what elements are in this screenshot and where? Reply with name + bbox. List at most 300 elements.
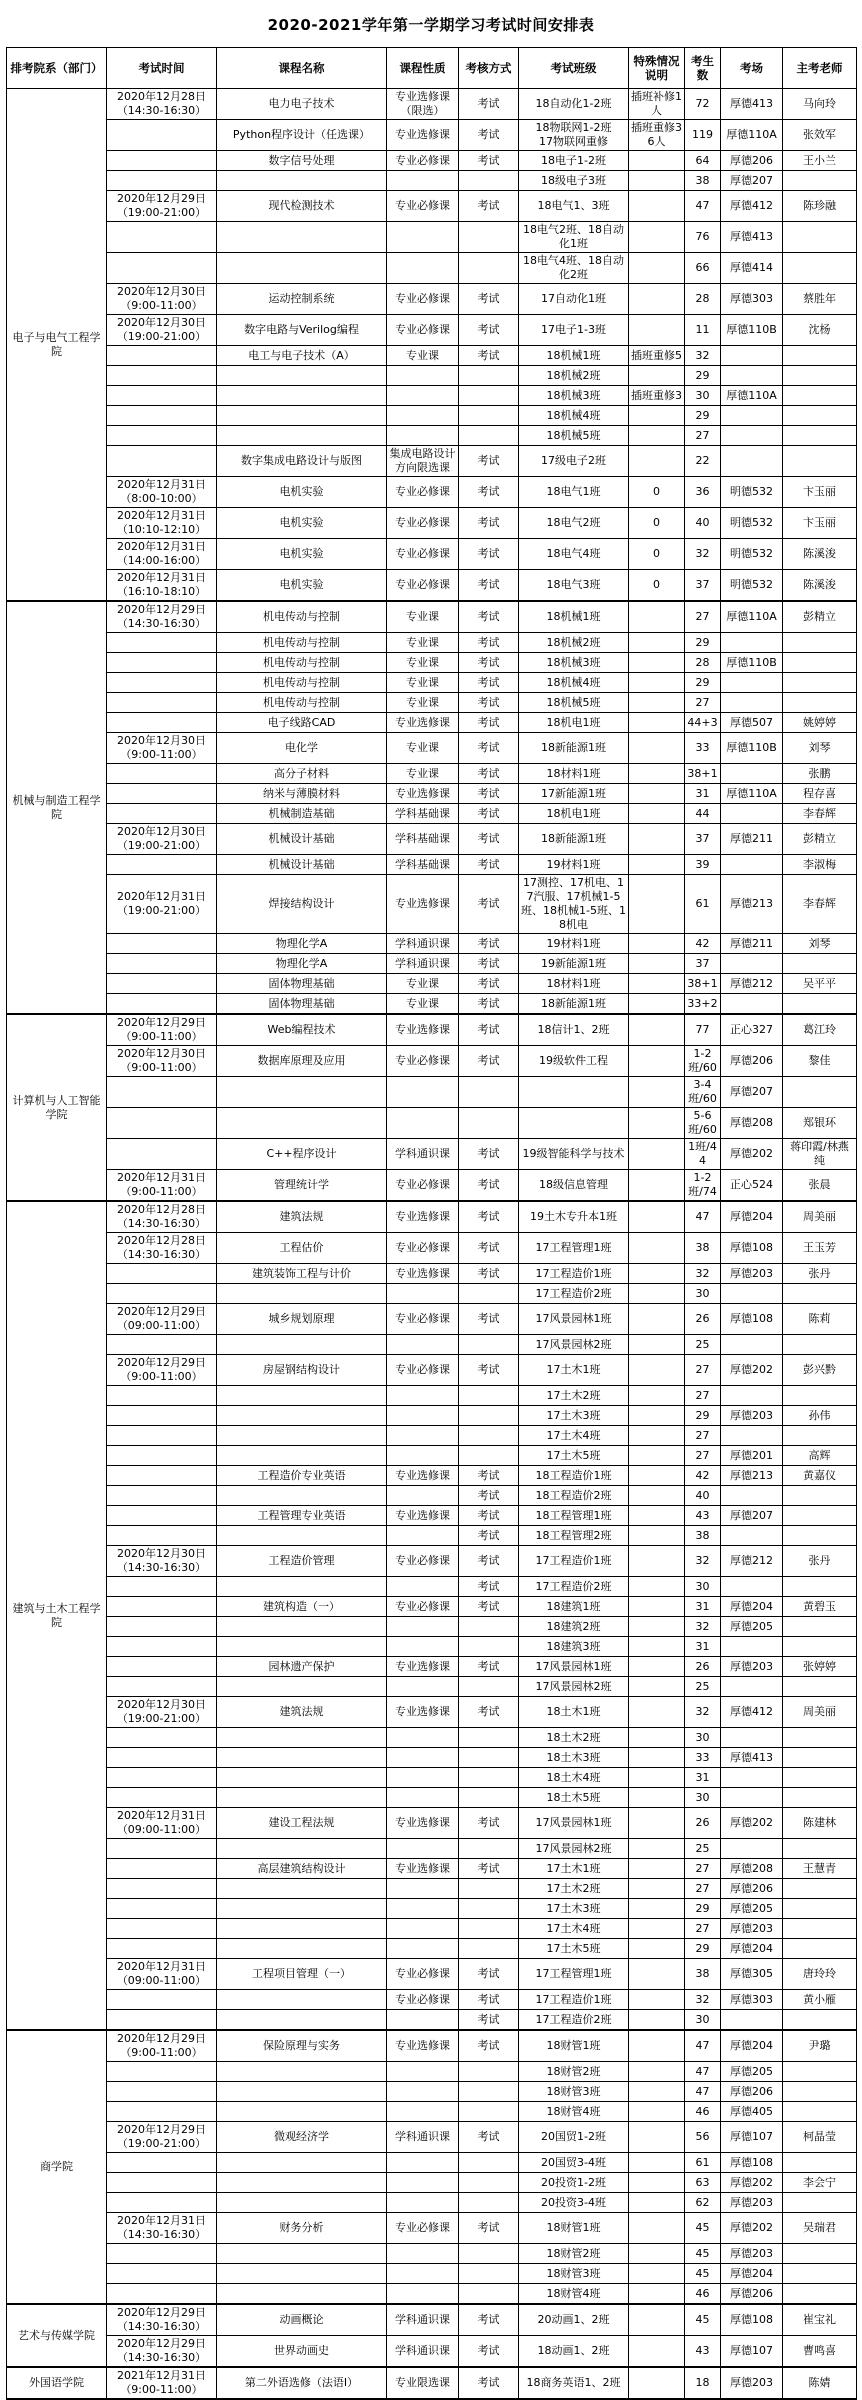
cell-classes: 18土木3班 [519,1748,629,1768]
cell-type [387,1446,459,1466]
cell-note: 插班补修1人 [629,89,685,120]
table-row [7,1046,857,1077]
cell-room: 厚德203 [721,2367,783,2399]
table-row [7,1939,857,1959]
cell-method: 考试 [459,477,519,508]
cell-course: C++程序设计 [217,1139,387,1170]
cell-room: 厚德107 [721,2122,783,2153]
cell-course [217,1990,387,2010]
cell-teacher [783,1637,857,1657]
cell-classes: 17测控、17机电、17汽服、17机械1-5班、18机械1-5班、18机电 [519,875,629,934]
cell-count: 27 [685,1446,721,1466]
cell-method: 考试 [459,1697,519,1728]
cell-room: 厚德211 [721,934,783,954]
cell-method [459,253,519,284]
cell-course: 工程估价 [217,1233,387,1264]
cell-course [217,1839,387,1859]
cell-count: 32 [685,1990,721,2010]
cell-classes: 19材料1班 [519,934,629,954]
cell-type [387,171,459,191]
cell-course: 电化学 [217,733,387,764]
cell-count: 45 [685,2264,721,2284]
cell-type: 学科通识课 [387,1139,459,1170]
cell-course: 电子线路CAD [217,713,387,733]
cell-classes: 18机械1班 [519,346,629,366]
cell-count: 47 [685,1201,721,1233]
cell-note [629,954,685,974]
cell-type: 专业课 [387,994,459,1015]
cell-teacher: 蒋印霞/林燕纯 [783,1139,857,1170]
cell-classes: 18土木2班 [519,1728,629,1748]
cell-time [107,171,217,191]
cell-count: 42 [685,934,721,954]
cell-teacher: 张晨 [783,1170,857,1202]
cell-room [721,633,783,653]
cell-teacher [783,1919,857,1939]
cell-method [459,2284,519,2305]
cell-type: 学科基础课 [387,824,459,855]
cell-classes: 20国贸1-2班 [519,2122,629,2153]
cell-note: 0 [629,477,685,508]
cell-type [387,2264,459,2284]
table-row [7,2264,857,2284]
cell-course: 保险原理与实务 [217,2030,387,2062]
cell-classes: 18新能源1班 [519,733,629,764]
cell-classes: 18自动化1-2班 [519,89,629,120]
cell-method [459,1426,519,1446]
cell-time [107,1879,217,1899]
cell-count: 27 [685,693,721,713]
cell-course [217,1486,387,1506]
cell-dept: 商学院 [7,2030,107,2304]
cell-course [217,1077,387,1108]
cell-count: 27 [685,1355,721,1386]
cell-time [107,954,217,974]
cell-classes [519,1077,629,1108]
cell-course [217,1728,387,1748]
cell-classes: 17工程造价1班 [519,1546,629,1577]
cell-time: 2020年12月29日 （19:00-21:00） [107,191,217,222]
cell-teacher: 李春辉 [783,875,857,934]
cell-method: 考试 [459,1201,519,1233]
cell-time [107,1899,217,1919]
cell-teacher: 葛江玲 [783,1014,857,1046]
cell-type: 专业必修课 [387,1990,459,2010]
cell-note [629,1426,685,1446]
cell-time: 2020年12月29日 （9:00-11:00） [107,2030,217,2062]
cell-course [217,253,387,284]
cell-time [107,1677,217,1697]
cell-method [459,1879,519,1899]
cell-note [629,2062,685,2082]
cell-time: 2020年12月30日 （19:00-21:00） [107,1697,217,1728]
cell-method [459,2244,519,2264]
cell-note [629,1170,685,1202]
cell-time [107,994,217,1015]
cell-classes: 17土木2班 [519,1879,629,1899]
cell-type: 专业必修课 [387,477,459,508]
table-row [7,2010,857,2031]
cell-type [387,1617,459,1637]
cell-method: 考试 [459,2304,519,2336]
cell-time: 2020年12月29日 （09:00-11:00） [107,1304,217,1335]
cell-type [387,1748,459,1768]
cell-classes: 18级信息管理 [519,1170,629,1202]
cell-count: 44 [685,804,721,824]
cell-count: 31 [685,784,721,804]
cell-time: 2020年12月29日 （9:00-11:00） [107,1355,217,1386]
header-count: 考生数 [685,48,721,89]
cell-room: 厚德207 [721,171,783,191]
cell-count: 26 [685,1304,721,1335]
cell-teacher: 马向玲 [783,89,857,120]
cell-type: 专业必修课 [387,1046,459,1077]
cell-note: 插班重修36人 [629,120,685,151]
cell-room: 厚德204 [721,2030,783,2062]
table-row [7,570,857,602]
cell-note [629,2030,685,2062]
cell-count: 30 [685,2010,721,2031]
cell-method: 考试 [459,784,519,804]
cell-count: 45 [685,2244,721,2264]
cell-course: 微观经济学 [217,2122,387,2153]
cell-note [629,633,685,653]
cell-time: 2020年12月29日 （14:30-16:30） [107,2304,217,2336]
cell-count: 27 [685,426,721,446]
cell-type: 学科基础课 [387,855,459,875]
cell-room [721,1637,783,1657]
cell-course [217,426,387,446]
cell-classes: 17土木5班 [519,1939,629,1959]
cell-room: 厚德204 [721,1939,783,1959]
cell-type: 专业必修课 [387,2213,459,2244]
cell-note [629,1446,685,1466]
cell-classes: 20动画1、2班 [519,2304,629,2336]
cell-teacher: 姚婷婷 [783,713,857,733]
cell-classes: 20投资3-4班 [519,2193,629,2213]
cell-time: 2020年12月30日 （19:00-21:00） [107,315,217,346]
cell-note [629,601,685,633]
table-row [7,1657,857,1677]
cell-note [629,1728,685,1748]
table-row [7,89,857,120]
cell-teacher [783,1677,857,1697]
cell-classes: 18财管2班 [519,2244,629,2264]
header-type: 课程性质 [387,48,459,89]
cell-type [387,1637,459,1657]
cell-course [217,2102,387,2122]
cell-type [387,1577,459,1597]
cell-note [629,253,685,284]
cell-type [387,1486,459,1506]
table-row [7,2193,857,2213]
cell-classes: 20投资1-2班 [519,2173,629,2193]
header-course: 课程名称 [217,48,387,89]
cell-count: 27 [685,1386,721,1406]
cell-classes: 18材料1班 [519,974,629,994]
table-row [7,2244,857,2264]
cell-time [107,855,217,875]
cell-count: 36 [685,477,721,508]
cell-count: 1-2班/60 [685,1046,721,1077]
cell-room: 厚德212 [721,1546,783,1577]
cell-count: 63 [685,2173,721,2193]
cell-course: 高层建筑结构设计 [217,1859,387,1879]
cell-time: 2020年12月30日 （9:00-11:00） [107,284,217,315]
table-row [7,1446,857,1466]
cell-note [629,2122,685,2153]
cell-type [387,1335,459,1355]
cell-room [721,1577,783,1597]
cell-method: 考试 [459,653,519,673]
cell-time [107,713,217,733]
cell-type: 专业选修课 [387,1859,459,1879]
cell-type [387,1426,459,1446]
table-row [7,1426,857,1446]
cell-note [629,653,685,673]
cell-classes: 18建筑3班 [519,1637,629,1657]
cell-course: 现代检测技术 [217,191,387,222]
table-row [7,1768,857,1788]
cell-classes: 17土木1班 [519,1859,629,1879]
cell-teacher [783,2284,857,2305]
cell-room: 厚德203 [721,2244,783,2264]
cell-count: 37 [685,954,721,974]
cell-type: 专业选修课（限选） [387,89,459,120]
cell-teacher [783,2244,857,2264]
cell-note [629,1959,685,1990]
cell-classes: 18工程造价2班 [519,1486,629,1506]
cell-teacher: 蔡胜年 [783,284,857,315]
cell-count: 64 [685,151,721,171]
cell-type [387,2284,459,2305]
cell-note [629,733,685,764]
cell-course: 工程管理专业英语 [217,1506,387,1526]
cell-count: 37 [685,824,721,855]
cell-count: 45 [685,2304,721,2336]
cell-note [629,2173,685,2193]
cell-course [217,2193,387,2213]
cell-course: 建设工程法规 [217,1808,387,1839]
cell-note [629,1201,685,1233]
cell-teacher: 李春辉 [783,804,857,824]
cell-method [459,171,519,191]
cell-method: 考试 [459,1170,519,1202]
table-row [7,406,857,426]
cell-course: 建筑法规 [217,1201,387,1233]
cell-note [629,1486,685,1506]
cell-teacher [783,2153,857,2173]
cell-course [217,1446,387,1466]
cell-room: 明德532 [721,477,783,508]
cell-time [107,764,217,784]
cell-teacher: 周美丽 [783,1697,857,1728]
cell-note [629,1808,685,1839]
table-row [7,222,857,253]
table-row [7,1355,857,1386]
header-room: 考场 [721,48,783,89]
cell-room: 厚德204 [721,1201,783,1233]
cell-time [107,1768,217,1788]
cell-room: 正心524 [721,1170,783,1202]
cell-type [387,366,459,386]
cell-count: 47 [685,191,721,222]
cell-note [629,1546,685,1577]
cell-type: 专业课 [387,733,459,764]
cell-note [629,2153,685,2173]
cell-time: 2020年12月31日 （10:10-12:10） [107,508,217,539]
table-row [7,1879,857,1899]
cell-room [721,1386,783,1406]
table-row [7,151,857,171]
table-row [7,1859,857,1879]
cell-time [107,222,217,253]
cell-method: 考试 [459,1597,519,1617]
cell-count: 26 [685,1657,721,1677]
table-row [7,653,857,673]
cell-type: 专业课 [387,974,459,994]
cell-method: 考试 [459,1959,519,1990]
cell-time [107,1657,217,1677]
cell-method: 考试 [459,570,519,602]
cell-dept: 外国语学院 [7,2367,107,2399]
cell-time [107,2102,217,2122]
cell-type [387,1526,459,1546]
cell-classes: 17自动化1班 [519,284,629,315]
table-row [7,1637,857,1657]
cell-method [459,1617,519,1637]
cell-room: 厚德202 [721,1808,783,1839]
table-row [7,1839,857,1859]
cell-course: 机电传动与控制 [217,653,387,673]
cell-teacher: 陈珍融 [783,191,857,222]
cell-type [387,1919,459,1939]
cell-time [107,804,217,824]
cell-teacher: 黄嘉仪 [783,1466,857,1486]
cell-type: 专业必修课 [387,1170,459,1202]
cell-note [629,1014,685,1046]
cell-teacher [783,2082,857,2102]
table-row [7,1617,857,1637]
cell-type [387,1728,459,1748]
cell-count: 32 [685,1546,721,1577]
cell-note [629,1577,685,1597]
cell-type: 专业课 [387,764,459,784]
cell-classes: 17土木4班 [519,1426,629,1446]
cell-method: 考试 [459,733,519,764]
cell-course: 机械设计基础 [217,855,387,875]
cell-count: 37 [685,570,721,602]
cell-type: 专业选修课 [387,1014,459,1046]
cell-type: 专业必修课 [387,1304,459,1335]
cell-note [629,1879,685,1899]
cell-course [217,1335,387,1355]
cell-method: 考试 [459,1526,519,1546]
cell-note [629,1899,685,1919]
cell-time [107,1406,217,1426]
cell-course: 物理化学A [217,934,387,954]
cell-time [107,1335,217,1355]
cell-classes: 19新能源1班 [519,954,629,974]
cell-teacher [783,1335,857,1355]
cell-note [629,673,685,693]
table-row [7,1546,857,1577]
cell-classes: 18商务英语1、2班 [519,2367,629,2399]
cell-method: 考试 [459,151,519,171]
cell-time [107,1108,217,1139]
cell-dept: 建筑与土木工程学院 [7,1201,107,2030]
cell-teacher: 沈杨 [783,315,857,346]
table-row [7,2284,857,2305]
cell-method: 考试 [459,1304,519,1335]
cell-type [387,2173,459,2193]
cell-count: 47 [685,2030,721,2062]
cell-course: Web编程技术 [217,1014,387,1046]
cell-count: 28 [685,284,721,315]
cell-count: 27 [685,1919,721,1939]
cell-room: 厚德507 [721,713,783,733]
cell-count: 29 [685,633,721,653]
cell-dept: 电子与电气工程学院 [7,89,107,602]
cell-teacher: 曹鸣喜 [783,2336,857,2368]
cell-teacher [783,1788,857,1808]
cell-room: 厚德108 [721,1304,783,1335]
cell-course: 固体物理基础 [217,994,387,1015]
cell-classes: 17工程造价2班 [519,2010,629,2031]
cell-room: 厚德413 [721,1748,783,1768]
cell-method [459,1939,519,1959]
cell-count: 56 [685,2122,721,2153]
cell-time [107,2193,217,2213]
cell-type [387,2153,459,2173]
cell-note: 插班重修5 [629,346,685,366]
cell-classes: 18动画1、2班 [519,2336,629,2368]
cell-teacher: 张丹 [783,1264,857,1284]
cell-note [629,1617,685,1637]
cell-count: 30 [685,1577,721,1597]
cell-room [721,1728,783,1748]
cell-method: 考试 [459,1046,519,1077]
cell-course [217,1386,387,1406]
table-row [7,1486,857,1506]
cell-type: 专业必修课 [387,1355,459,1386]
cell-count: 46 [685,2284,721,2305]
cell-type [387,2193,459,2213]
cell-note: 插班重修3 [629,386,685,406]
cell-course: 城乡规划原理 [217,1304,387,1335]
cell-teacher: 王慧青 [783,1859,857,1879]
cell-classes: 17工程造价2班 [519,1284,629,1304]
cell-time [107,1919,217,1939]
cell-teacher [783,1486,857,1506]
cell-count: 1班/44 [685,1139,721,1170]
cell-time [107,1859,217,1879]
cell-time: 2020年12月28日 （14:30-16:30） [107,89,217,120]
table-row [7,171,857,191]
cell-time [107,673,217,693]
cell-time [107,653,217,673]
cell-classes: 18机械5班 [519,426,629,446]
cell-method: 考试 [459,974,519,994]
header-classes: 考试班级 [519,48,629,89]
cell-note [629,713,685,733]
table-row [7,1577,857,1597]
cell-course: 机械制造基础 [217,804,387,824]
cell-classes: 18财管1班 [519,2030,629,2062]
table-row [7,1284,857,1304]
cell-time [107,2173,217,2193]
cell-note [629,2010,685,2031]
